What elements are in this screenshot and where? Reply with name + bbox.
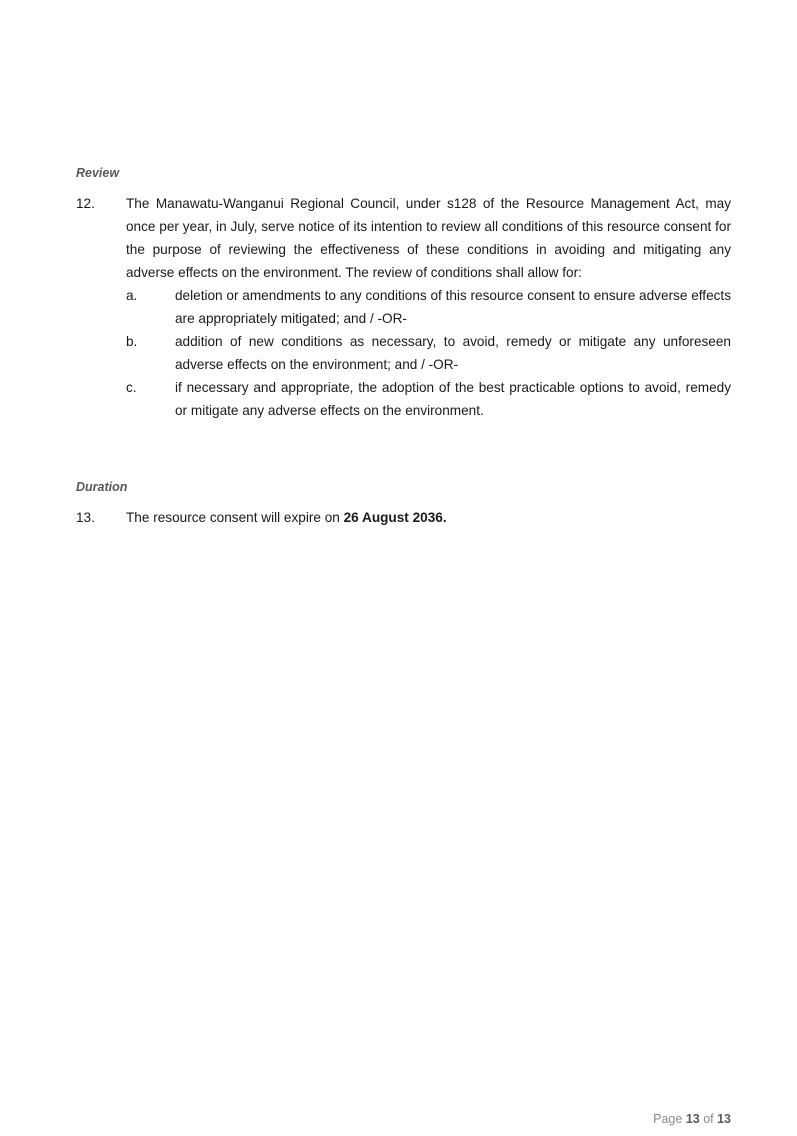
sub-item-text: addition of new conditions as necessary, to avoid, remedy or mitigate any unforeseen adverse effects on the environment; and / -OR- <box>175 334 731 372</box>
condition-13 <box>76 506 731 529</box>
page-footer <box>653 1112 731 1126</box>
page-number: 13 <box>685 1112 700 1126</box>
condition-text: The Manawatu-Wanganui Regional Council, under s128 of the Resource Management Act, may once per year, in July, serve notice of its intention to review all conditions of this resource consent for the purpose of reviewing the effectiveness of these conditions in avoiding and mitigating any adverse effects on the environment. The review of conditions shall allow for: <box>126 196 731 280</box>
duration-heading: Duration <box>76 480 128 494</box>
condition-number: 12. <box>76 196 95 211</box>
sub-item-letter: b. <box>126 334 138 349</box>
condition-number: 13. <box>76 510 95 525</box>
condition-12 <box>76 192 731 422</box>
sub-item-letter: a. <box>126 288 138 303</box>
review-heading: Review <box>76 166 120 180</box>
sub-item-b <box>126 330 731 376</box>
sub-item-text: if necessary and appropriate, the adoption of the best practicable options to avoid, remedy or mitigate any adverse effects on the environment. <box>175 380 731 418</box>
expiry-prefix: The resource consent will expire on <box>126 510 344 525</box>
sub-item-text: deletion or amendments to any conditions of this resource consent to ensure adverse effects are appropriately mitigated; and / -OR- <box>175 288 731 326</box>
expiry-date: 26 August 2036. <box>343 510 447 525</box>
review-sub-list <box>76 284 731 422</box>
sub-item-c <box>126 376 731 422</box>
page-word: Page <box>653 1112 686 1126</box>
sub-item-a <box>126 284 731 330</box>
sub-item-letter: c. <box>126 380 137 395</box>
condition-text <box>126 506 731 529</box>
of-word: of <box>699 1112 718 1126</box>
total-pages: 13 <box>717 1112 731 1126</box>
